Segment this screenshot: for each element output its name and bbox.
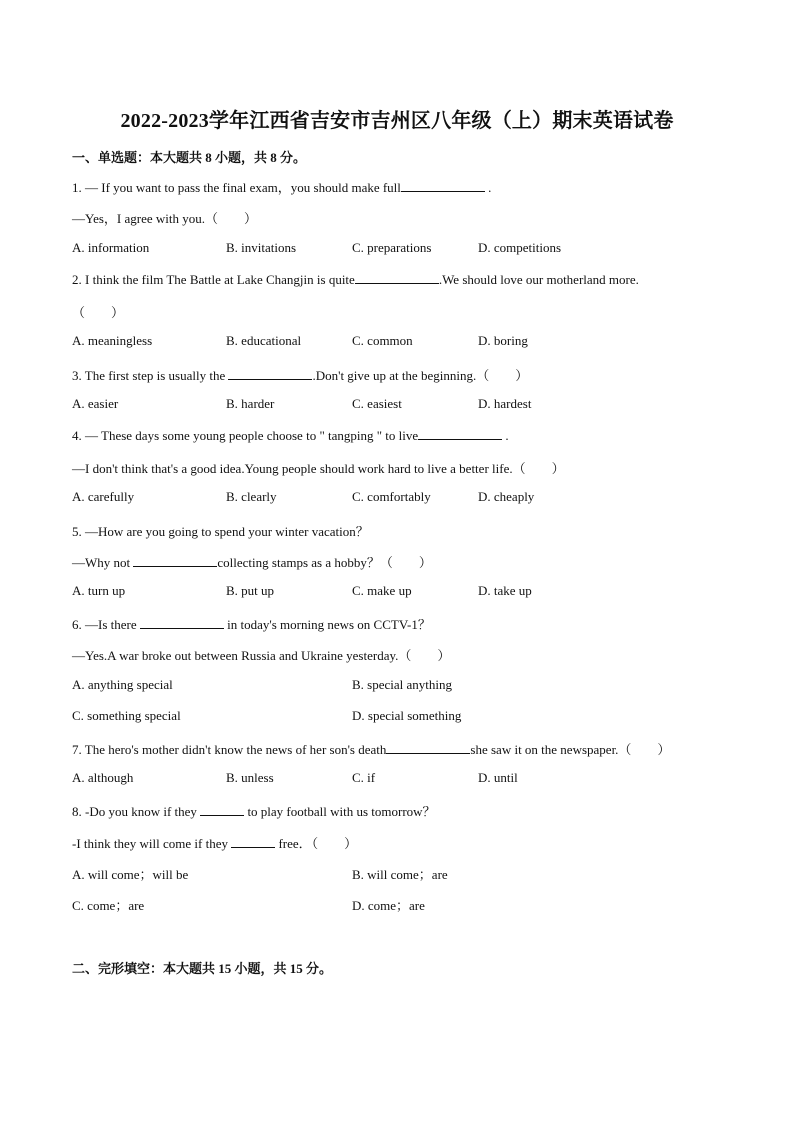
question-3-line-1 xyxy=(72,365,528,384)
question-4-option-c: C. comfortably xyxy=(352,489,431,504)
question-5-option-a: A. turn up xyxy=(72,583,126,598)
question-text: free．（ ） xyxy=(275,836,358,851)
question-text: to play football with us tomorrow？ xyxy=(244,804,436,819)
question-1-option-c: C. preparations xyxy=(352,240,432,255)
question-text: she saw it on the newspaper.（ ） xyxy=(470,742,671,757)
question-4-line-2 xyxy=(72,458,565,477)
answer-blank xyxy=(200,803,244,816)
question-2-option-c: C. common xyxy=(352,333,413,348)
question-text: （ ） xyxy=(72,305,125,320)
question-text: 2. I think the film The Battle at Lake Changjin is quite xyxy=(72,272,355,287)
question-1-option-a: A. information xyxy=(72,240,150,255)
question-5-option-c: C. make up xyxy=(352,583,412,598)
question-5-line-2 xyxy=(72,552,432,571)
question-3-option-d: D. hardest xyxy=(478,396,532,411)
question-2-option-d: D. boring xyxy=(478,333,528,348)
question-7-option-a: A. although xyxy=(72,770,134,785)
question-5-line-1 xyxy=(72,521,369,540)
question-3-option-b: B. harder xyxy=(226,396,275,411)
question-3-option-a: A. easier xyxy=(72,396,119,411)
question-8-option-a: A. will come；will be xyxy=(72,867,189,882)
section-heading-single-choice: 一、单选题：本大题共 8 小题，共 8 分。 xyxy=(72,150,307,165)
question-text: collecting stamps as a hobby？（ ） xyxy=(217,555,432,570)
question-6-option-a: A. anything special xyxy=(72,677,173,692)
question-text: . xyxy=(502,428,509,443)
question-text: 1. — If you want to pass the final exam，you should make full xyxy=(72,180,401,195)
question-1-line-2 xyxy=(72,208,257,227)
answer-blank xyxy=(401,179,485,192)
question-8-line-2 xyxy=(72,833,357,852)
question-1-option-d: D. competitions xyxy=(478,240,562,255)
question-text: . xyxy=(484,180,492,195)
question-1-option-b: B. invitations xyxy=(226,240,297,255)
question-text: 8. -Do you know if they xyxy=(72,804,201,819)
question-2-option-a: A. meaningless xyxy=(72,333,153,348)
question-4-option-d: D. cheaply xyxy=(478,489,535,504)
question-6-option-c: C. something special xyxy=(72,708,181,723)
question-6-option-d: D. special something xyxy=(352,708,462,723)
question-8-option-d: D. come；are xyxy=(352,898,425,913)
question-text: in today's morning news on CCTV-1？ xyxy=(223,617,431,632)
question-4-line-1 xyxy=(72,427,509,444)
question-8-line-1 xyxy=(72,801,436,820)
question-text: 4. — These days some young people choose to " tangping " to live xyxy=(72,428,419,443)
question-3-option-c: C. easiest xyxy=(352,396,402,411)
question-1-line-1 xyxy=(72,177,491,196)
question-text: .We should love our motherland more. xyxy=(438,272,639,287)
question-5-option-d: D. take up xyxy=(478,583,532,598)
question-2-line-2 xyxy=(72,302,124,321)
question-8-option-b: B. will come；are xyxy=(352,867,448,882)
question-7-option-d: D. until xyxy=(478,770,518,785)
question-2-option-b: B. educational xyxy=(226,333,302,348)
question-4-option-a: A. carefully xyxy=(72,489,135,504)
question-6-line-2 xyxy=(72,645,450,664)
question-text: —Why not xyxy=(72,555,134,570)
question-4-option-b: B. clearly xyxy=(226,489,277,504)
answer-blank xyxy=(133,554,217,567)
question-2-line-1 xyxy=(72,271,639,288)
question-text: 7. The hero's mother didn't know the news of her son's death xyxy=(72,742,387,757)
question-text: —I don't think that's a good idea.Young people should work hard to live a better life.（ ） xyxy=(72,461,565,476)
question-6-line-1 xyxy=(72,614,431,633)
answer-blank xyxy=(228,367,312,380)
page-title: 2022-2023学年江西省吉安市吉州区八年级（上）期末英语试卷 xyxy=(120,110,674,132)
question-text: —Yes.A war broke out between Russia and Ukraine yesterday.（ ） xyxy=(72,648,451,663)
question-text: 5. —How are you going to spend your winter vacation？ xyxy=(72,524,369,539)
question-6-option-b: B. special anything xyxy=(352,677,453,692)
question-text: 6. —Is there xyxy=(72,617,140,632)
question-7-option-b: B. unless xyxy=(226,770,274,785)
answer-blank xyxy=(231,835,275,848)
question-text: —Yes，I agree with you.（ ） xyxy=(72,211,257,226)
answer-blank xyxy=(140,616,224,629)
answer-blank xyxy=(386,741,470,754)
question-8-option-c: C. come；are xyxy=(72,898,145,913)
section-heading-cloze: 二、完形填空：本大题共 15 小题，共 15 分。 xyxy=(72,961,333,976)
question-5-option-b: B. put up xyxy=(226,583,275,598)
answer-blank xyxy=(418,427,502,440)
question-7-option-c: C. if xyxy=(352,770,376,785)
question-7-line-1 xyxy=(72,739,670,758)
question-text: 3. The first step is usually the xyxy=(72,368,229,383)
question-text: -I think they will come if they xyxy=(72,836,232,851)
question-text: .Don't give up at the beginning.（ ） xyxy=(312,368,529,383)
answer-blank xyxy=(355,271,439,284)
